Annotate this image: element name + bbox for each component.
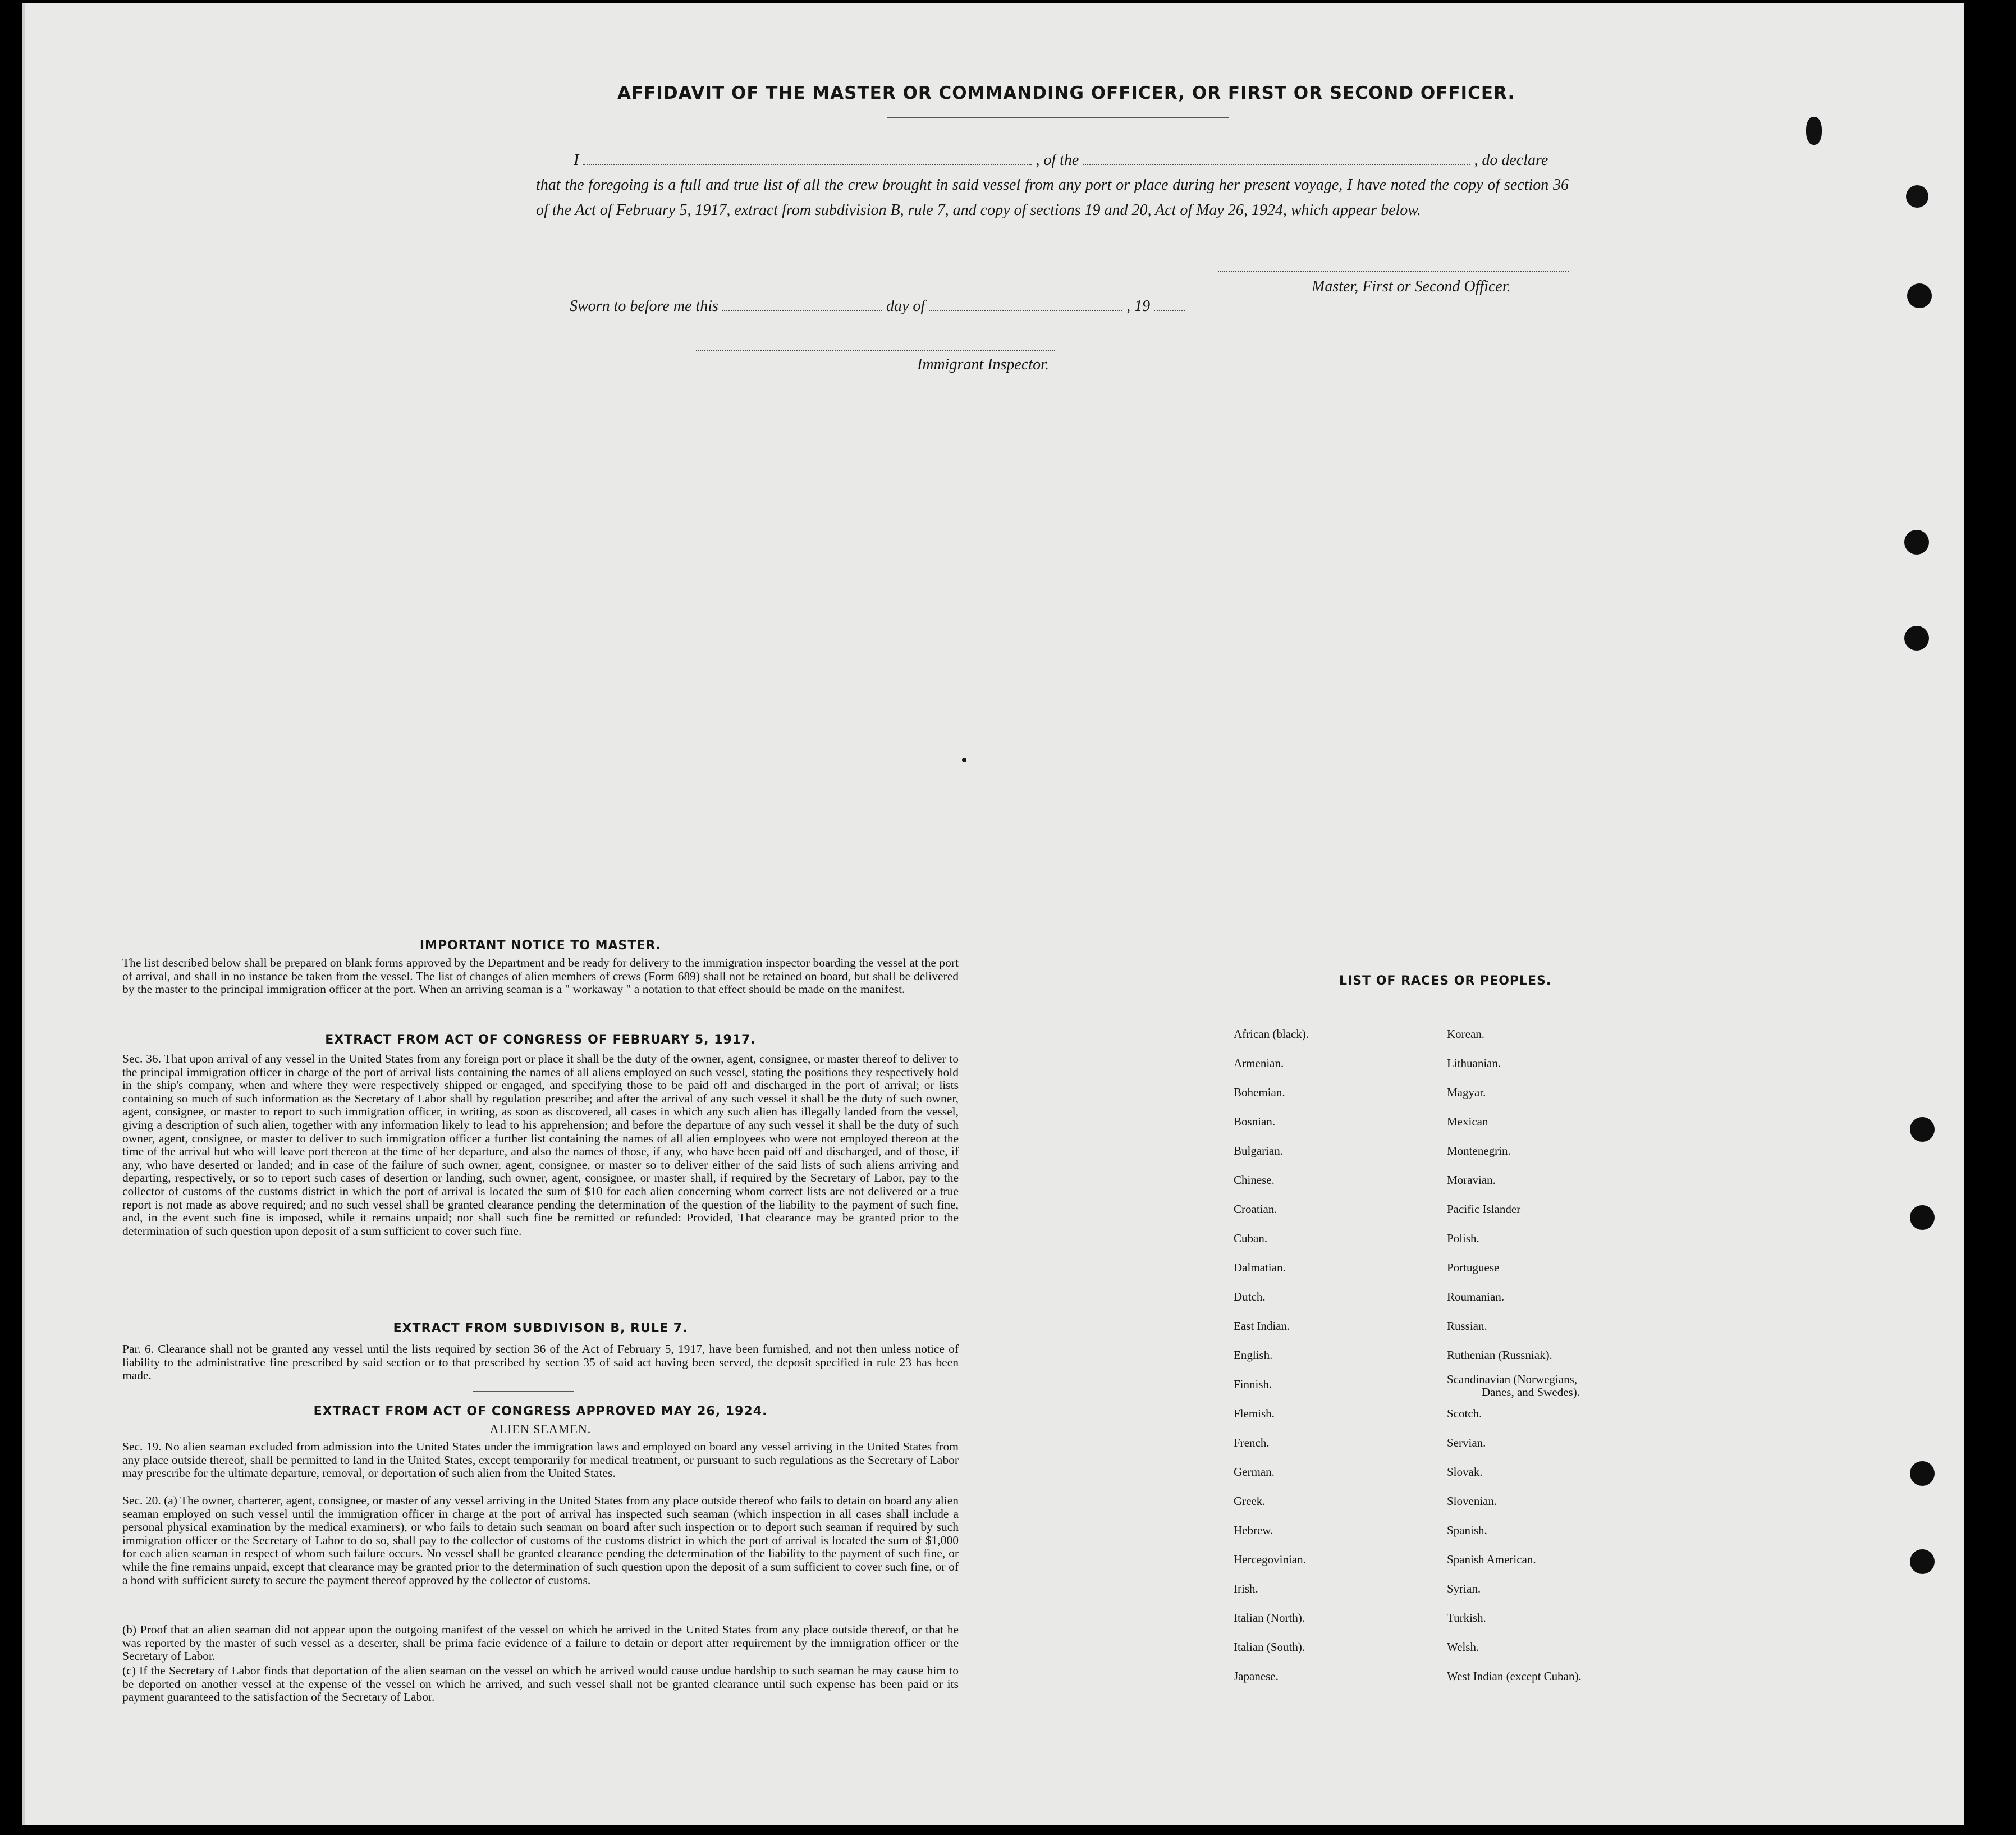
race-item: Mexican	[1447, 1115, 1488, 1128]
sworn-day-field[interactable]	[722, 310, 882, 311]
race-item: Slovak.	[1447, 1465, 1483, 1479]
inspector-label: Immigrant Inspector.	[917, 356, 1049, 373]
signature-line[interactable]	[1218, 271, 1569, 272]
race-item: Moravian.	[1447, 1173, 1496, 1187]
race-item: Greek.	[1234, 1494, 1266, 1508]
sec-20b-text: (b) Proof that an alien seaman did not appear upon the outgoing manifest of the vessel on which he arrived in the United States from any place outside thereof, or that he was reported by the master of such vessel as a deserter, shall be prima facie evidence of a failure to detain or deport after requirement by the immigration officer or the Secretary of Labor.	[122, 1623, 959, 1663]
sworn-year-field[interactable]	[1154, 310, 1185, 311]
day-of-label: day of	[886, 298, 925, 315]
sworn-label: Sworn to before me this	[570, 298, 718, 315]
race-item: Italian (South).	[1234, 1640, 1305, 1654]
race-item: German.	[1234, 1465, 1275, 1479]
declarant-i: I	[574, 152, 579, 169]
scan-mark	[1906, 185, 1928, 208]
of-label: , of the	[1036, 152, 1079, 169]
subdivision-text: Par. 6. Clearance shall not be granted any vessel until the lists required by section 36 of the Act of February 5, 1917, have been furnished, and not then unless notice of liability to the administrative fine prescribed by said section or to that prescribed by section 35 of said act having been served, the deposit specified in rule 23 has been made.	[122, 1342, 959, 1383]
race-item: Japanese.	[1234, 1669, 1279, 1683]
affidavit-title: AFFIDAVIT OF THE MASTER OR COMMANDING OFFICER, OR FIRST OR SECOND OFFICER.	[617, 83, 1515, 103]
punch-hole	[1910, 1205, 1935, 1230]
section-divider	[473, 1391, 574, 1392]
race-item: Chinese.	[1234, 1173, 1275, 1187]
race-item: Korean.	[1447, 1027, 1485, 1041]
race-item: African (black).	[1234, 1027, 1309, 1041]
race-item: Scotch.	[1447, 1407, 1482, 1420]
race-item: West Indian (except Cuban).	[1447, 1669, 1582, 1683]
punch-hole	[1910, 1549, 1935, 1574]
race-item: Cuban.	[1234, 1232, 1268, 1245]
race-item: Bosnian.	[1234, 1115, 1276, 1128]
race-item: Slovenian.	[1447, 1494, 1497, 1508]
race-item: Lithuanian.	[1447, 1056, 1501, 1070]
race-item: Croatian.	[1234, 1202, 1277, 1216]
sworn-line	[570, 298, 1185, 315]
race-item: Dutch.	[1234, 1290, 1266, 1303]
sworn-month-field[interactable]	[929, 310, 1122, 311]
race-item: Hercegovinian.	[1234, 1553, 1306, 1566]
race-item: Flemish.	[1234, 1407, 1275, 1420]
punch-hole	[1904, 626, 1929, 651]
punch-hole	[1907, 283, 1932, 308]
signature-label: Master, First or Second Officer.	[1312, 278, 1511, 295]
race-item: Irish.	[1234, 1582, 1258, 1595]
race-item: Ruthenian (Russniak).	[1447, 1348, 1552, 1362]
scan-mark	[1806, 117, 1822, 145]
punch-hole	[1910, 1461, 1935, 1486]
race-item: Servian.	[1447, 1436, 1486, 1449]
year-label: , 19	[1126, 298, 1151, 315]
race-item: Bohemian.	[1234, 1086, 1285, 1099]
declarant-line	[574, 152, 1569, 170]
notice-heading: IMPORTANT NOTICE TO MASTER.	[419, 939, 662, 953]
title-underline	[887, 117, 1229, 118]
race-item: Portuguese	[1447, 1261, 1500, 1274]
race-item: French.	[1234, 1436, 1270, 1449]
alien-seamen-subheading: ALIEN SEAMEN.	[489, 1422, 592, 1436]
race-item: Welsh.	[1447, 1640, 1479, 1654]
declaration-text: that the foregoing is a full and true list of all the crew brought in said vessel from any port or place during her present voyage, I have noted the copy of section 36 of the Act of February 5, 1917, extract from subdivision B, rule 7, and copy of sections 19 and 20, Act of May 26, 1924, which appear below.	[536, 176, 1569, 219]
race-item: Polish.	[1447, 1232, 1479, 1245]
race-item-continuation: Danes, and Swedes).	[1482, 1385, 1580, 1399]
punch-hole	[1904, 530, 1929, 555]
race-item: Bulgarian.	[1234, 1144, 1284, 1157]
races-heading: LIST OF RACES OR PEOPLES.	[1339, 974, 1552, 988]
sec-20a-text: Sec. 20. (a) The owner, charterer, agent, consignee, or master of any vessel arriving in the United States from any place outside thereof who fails to detain on board any alien seaman employed on such vessel until the immigration officer in charge at the port of arrival has inspected such seaman (which inspection in all cases shall include a personal physical examination by the medical examiners), or who fails to detain such seaman on board after such inspection or to deport such seaman if required by such immigration officer or the Secretary of Labor to do so, shall pay to the collector of customs of the customs district in which the port of arrival is located the sum of $1,000 for each alien seaman in respect of whom such failure occurs. No vessel shall be granted clearance pending the determination of the liability to the payment of such fine, or while the fine remains unpaid, except that clearance may be granted prior to the determination of such question upon the deposit of a sum sufficient to cover such fine, or of a bond with sufficient surety to secure the payment thereof approved by the collector of customs.	[122, 1494, 959, 1587]
race-item: Hebrew.	[1234, 1523, 1273, 1537]
declare-label: , do declare	[1474, 152, 1548, 169]
race-item: Magyar.	[1447, 1086, 1486, 1099]
scan-mark	[962, 758, 966, 762]
extract-1917-text: Sec. 36. That upon arrival of any vessel in the United States from any foreign port or place it shall be the duty of the owner, agent, consignee, or master thereof to deliver to the principal immigration officer in charge of the port of arrival lists containing the names of all aliens employed on such vessel, stating the positions they respectively hold in the ship's company, when and where they were respectively shipped or engaged, and specifying those to be paid off and discharged in the port of arrival; or lists containing so much of such information as the Secretary of Labor shall by regulation prescribe; and after the arrival of any such vessel it shall be the duty of such owner, agent, consignee, or master to report to such immigration officer, in writing, as soon as discovered, all cases in which any such alien has illegally landed from the vessel, giving a description of such alien, together with any information likely to lead to his apprehension; and before the departure of any such vessel it shall be the duty of such owner, agent, consignee, or master to deliver to such immigration officer a further list containing the names of all alien employees who were not employed thereon at the time of the arrival but who will leave port thereon at the time of her departure, and also the names of those, if any, who have been paid off and discharged, and of those, if any, who have deserted or landed; and in case of the failure of such owner, agent, consignee, or master so to deliver either of the said lists of such aliens arriving and departing, respectively, or so to report such cases of desertion or landing, such owner, agent, consignee, or master shall, if required by the Secretary of Labor, pay to the collector of customs of the customs district in which the port of arrival is located the sum of $10 for each alien concerning whom correct lists are not delivered or a true report is not made as above required; and no such vessel shall be granted clearance pending the determination of the question of the liability to the payment of such fine, and, in the event such fine is imposed, while it remains unpaid; nor shall such fine be remitted or refunded: Provided, That clearance may be granted prior to the determination of such question upon deposit of a sum sufficient to cover such fine.	[122, 1052, 959, 1238]
extract-1917-heading: EXTRACT FROM ACT OF CONGRESS OF FEBRUARY 5, 1917.	[325, 1033, 756, 1047]
inspector-signature-line[interactable]	[696, 350, 1055, 351]
race-item: Roumanian.	[1447, 1290, 1505, 1303]
vessel-name-field[interactable]	[1083, 164, 1470, 165]
race-item: Armenian.	[1234, 1056, 1284, 1070]
declarant-name-field[interactable]	[583, 164, 1032, 165]
race-item: Scandinavian (Norwegians,	[1447, 1372, 1578, 1386]
race-item: Syrian.	[1447, 1582, 1481, 1595]
race-item: Spanish American.	[1447, 1553, 1536, 1566]
extract-1924-heading: EXTRACT FROM ACT OF CONGRESS APPROVED MAY 26, 1924.	[313, 1404, 768, 1418]
notice-text: The list described below shall be prepared on blank forms approved by the Department and be ready for delivery to the immigration inspector boarding the vessel at the port of arrival, and shall in no instance be taken from the vessel. The list of changes of alien members of crews (Form 689) shall not be retained on board, but shall be delivered by the master to the principal immigration officer at the port. When an arriving seaman is a " workaway " a notation to that effect should be made on the manifest.	[122, 956, 959, 996]
race-item: Montenegrin.	[1447, 1144, 1511, 1157]
race-item: East Indian.	[1234, 1319, 1290, 1333]
sec-20c-text: (c) If the Secretary of Labor finds that deportation of the alien seaman on the vessel on which he arrived would cause undue hardship to such seaman he may cause him to be deported on another vessel at the expense of the vessel on which he arrived, and such vessel shall not be granted clearance until such expense has been paid or its payment guaranteed to the satisfaction of the Secretary of Labor.	[122, 1664, 959, 1704]
race-item: Pacific Islander	[1447, 1202, 1521, 1216]
race-item: Finnish.	[1234, 1378, 1272, 1391]
race-item: Dalmatian.	[1234, 1261, 1286, 1274]
sec-19-text: Sec. 19. No alien seaman excluded from admission into the United States under the immigration laws and employed on board any vessel arriving in the United States from any place outside thereof, shall be permitted to land in the United States, except temporarily for medical treatment, or pursuant to such regulations as the Secretary of Labor may prescribe for the ultimate departure, removal, or deportation of such alien from the United States.	[122, 1440, 959, 1480]
race-item: English.	[1234, 1348, 1273, 1362]
race-item: Russian.	[1447, 1319, 1487, 1333]
punch-hole	[1910, 1117, 1935, 1142]
subdivision-heading: EXTRACT FROM SUBDIVISON B, RULE 7.	[393, 1321, 688, 1335]
race-item: Italian (North).	[1234, 1611, 1305, 1624]
race-item: Turkish.	[1447, 1611, 1486, 1624]
race-item: Spanish.	[1447, 1523, 1487, 1537]
